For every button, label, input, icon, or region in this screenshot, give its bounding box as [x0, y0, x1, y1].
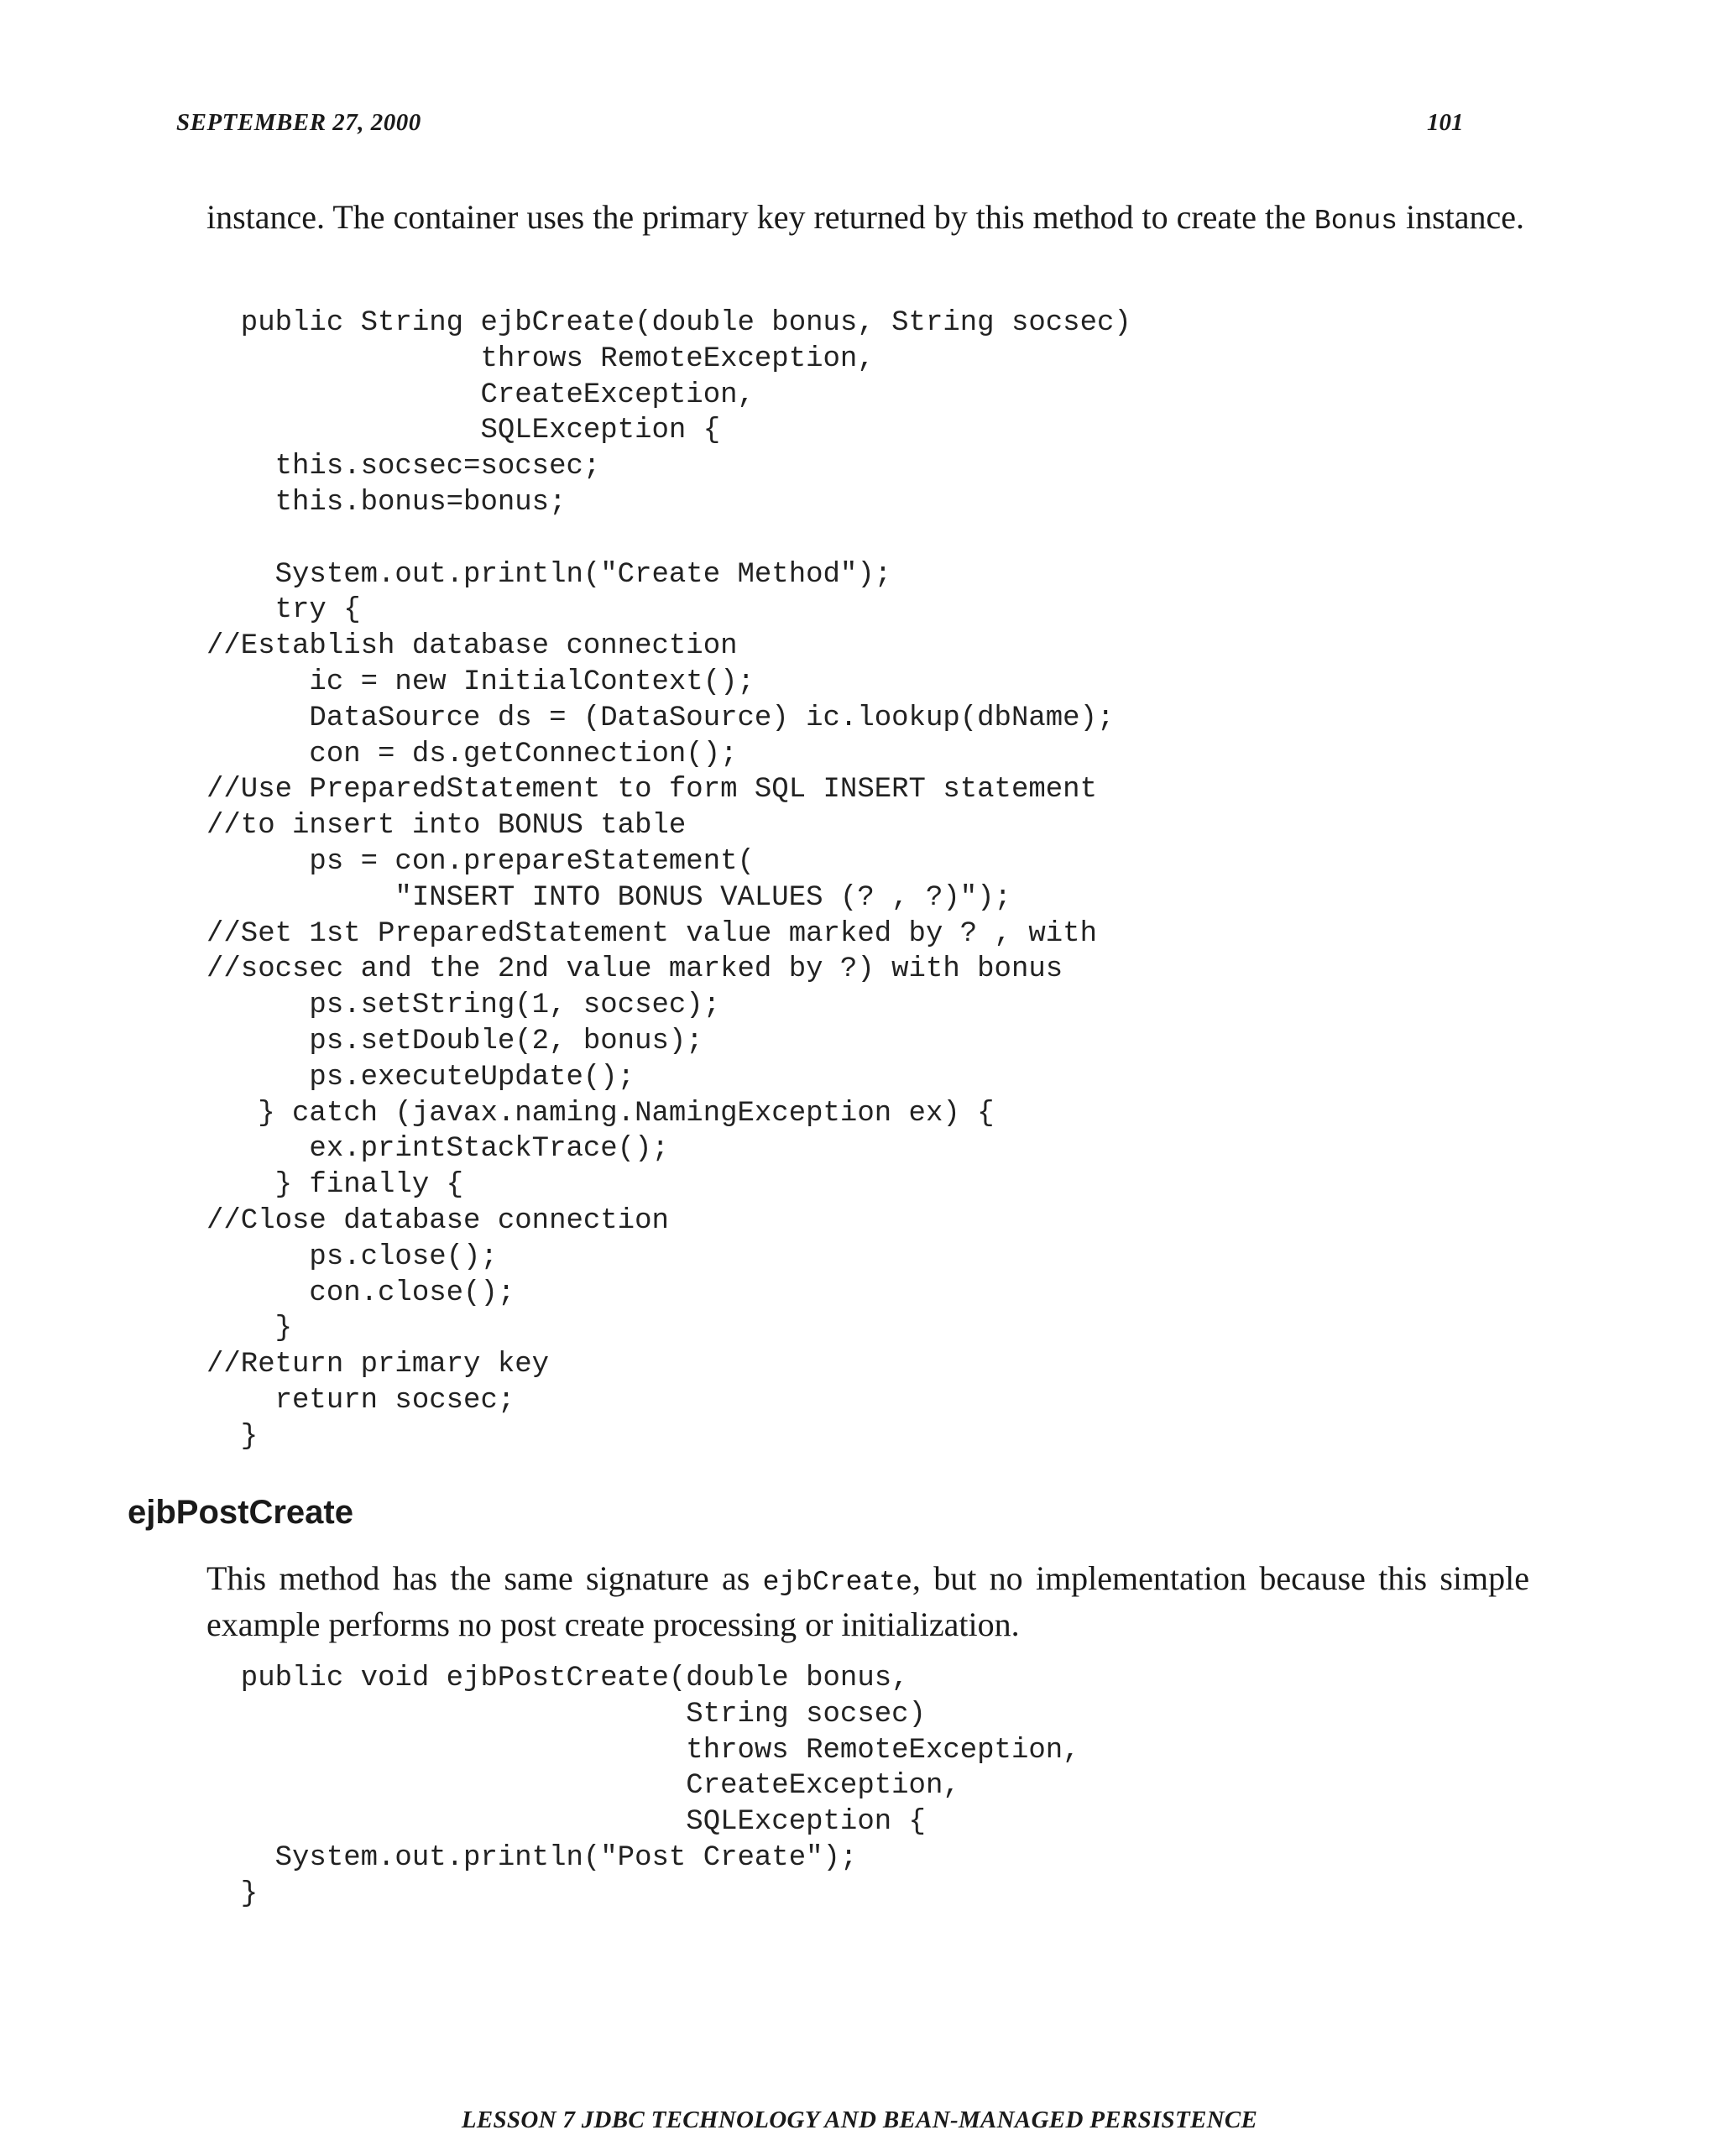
- intro-text-after: instance.: [1397, 198, 1525, 236]
- section-text-before: This method has the same signature as: [206, 1559, 763, 1597]
- intro-text-before: instance. The container uses the primary key returned by this method to create the: [206, 198, 1314, 236]
- footer-running-title: LESSON 7 JDBC TECHNOLOGY AND BEAN-MANAGED PERSISTENCE: [461, 2106, 1258, 2133]
- ejbpostcreate-code-block: public void ejbPostCreate(double bonus, String socsec) throws RemoteException, CreateException, SQLException { System.out.println("Post Create"); }: [240, 1663, 1080, 1910]
- ejbcreate-code-block: public String ejbCreate(double bonus, String socsec) throws RemoteException, CreateException, SQLException { this.socsec=socsec; this.bonus=bonus; System.out.println("Create Method"); try { //Establish database connection ic = new InitialContext(); DataSource ds = (DataSource) ic.lookup(dbName); con = ds.getConnection(); //Use PreparedStatement to form SQL INSERT statement //to insert into BONUS table ps = con.prepareStatement( "INSERT INTO BONUS VALUES (? , ?)"); //Set 1st PreparedStatement value marked by ? , with //socsec and the 2nd value marked by ?) with bonus ps.setString(1, socsec); ps.setDouble(2, bonus); ps.executeUpdate(); } catch (javax.naming.NamingException ex) { ex.printStackTrace(); } finally { //Close database connection ps.close(); con.close(); } //Return primary key return socsec; }: [206, 307, 1131, 1453]
- section-heading-ejbpostcreate: ejbPostCreate: [128, 1494, 353, 1531]
- intro-paragraph: [206, 196, 1529, 243]
- header-date: SEPTEMBER 27, 2000: [176, 109, 421, 136]
- section-text-after: , but no implementation because this simple example performs no post create processing or initialization.: [206, 1559, 1529, 1643]
- inline-code-bonus: Bonus: [1314, 206, 1398, 237]
- ejbpostcreate-paragraph: [206, 1558, 1529, 1646]
- inline-code-ejbcreate: ejbCreate: [762, 1567, 912, 1598]
- page-number: 101: [1427, 109, 1464, 136]
